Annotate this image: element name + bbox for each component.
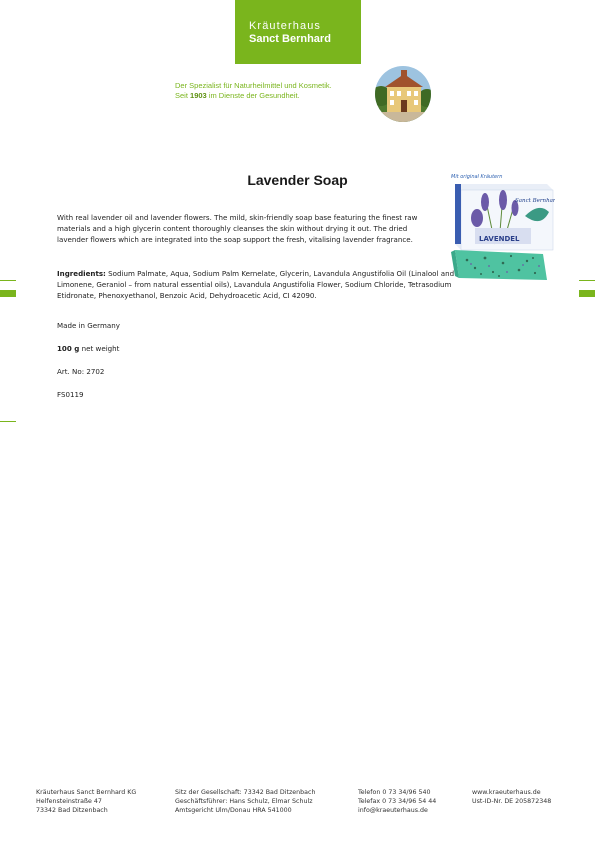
weight-suffix: net weight [81,344,120,353]
fold-mark-left-top [0,280,16,281]
footer-website[interactable]: www.kraeuterhaus.de [472,789,541,796]
package-brand: Sanct Bernhard [515,198,555,204]
origin: Made in Germany [57,321,120,330]
product-description: With real lavender oil and lavender flowers. The mild, skin-friendly soap base featuring the finest raw materials and a high glycerin content thoroughly cleanses the skin without drying it out. The dried lavender flowers which are integrated into the soap support the fresh, vitalising lavender fragrance. [57,213,418,244]
logo-line-2: Sanct Bernhard [249,33,331,45]
package-banner: Mit original Kräutern [451,174,503,180]
footer-address: Kräuterhaus Sanct Bernhard KG Helfensteinstraße 47 73342 Bad Ditzenbach [36,789,137,815]
footer-vat-id: Ust-ID-Nr. DE 205872348 [472,798,552,806]
founding-year: 1903 [190,91,207,100]
ingredients-label: Ingredients: [57,269,106,278]
footer-email[interactable]: info@kraeuterhaus.de [358,807,428,815]
logo-line-1: Kräuterhaus [249,20,322,32]
ingredients [57,268,467,301]
footer-contact [358,788,436,816]
article-number: Art. No: 2702 [57,367,105,376]
product-code: FS0119 [57,390,84,399]
tagline-line-2: Seit 1903 im Dienste der Gesundheit. [175,91,300,100]
weight-value: 100 g [57,344,80,353]
footer-fax: Telefax 0 73 34/96 54 44 [358,798,437,806]
net-weight [57,343,119,354]
punch-mark-right [579,290,595,297]
page-title: Lavender Soap [247,172,348,188]
tagline-line-1: Der Spezialist für Naturheilmittel und Kosmetik. [175,81,332,90]
brand-logo [235,0,361,64]
ingredients-list: Sodium Palmate, Aqua, Sodium Palm Kernelate, Glycerin, Lavandula Angustifolia Oil (Linalool and Limonene, Geraniol – from natural essential oils), Lavandula Angustifolia Flower, Sodium Chloride, Tetrasodium Etidronate, Phenoxyethanol, Benzoic Acid, Dehydroacetic Acid, CI 42090. [57,269,455,300]
tagline [175,81,375,101]
punch-mark-left [0,290,16,297]
footer-company: Sitz der Gesellschaft: 73342 Bad Ditzenbach Geschäftsführer: Hans Schulz, Elmar Schulz Amtsgericht Ulm/Donau HRA 541000 [175,789,316,815]
package-product-line: LAVENDEL [479,235,520,243]
building-photo [375,66,431,122]
footer-phone: Telefon 0 73 34/96 540 [358,789,431,796]
fold-mark-left [0,421,16,422]
fold-mark-right-top [579,280,595,281]
footer-web [472,788,551,806]
